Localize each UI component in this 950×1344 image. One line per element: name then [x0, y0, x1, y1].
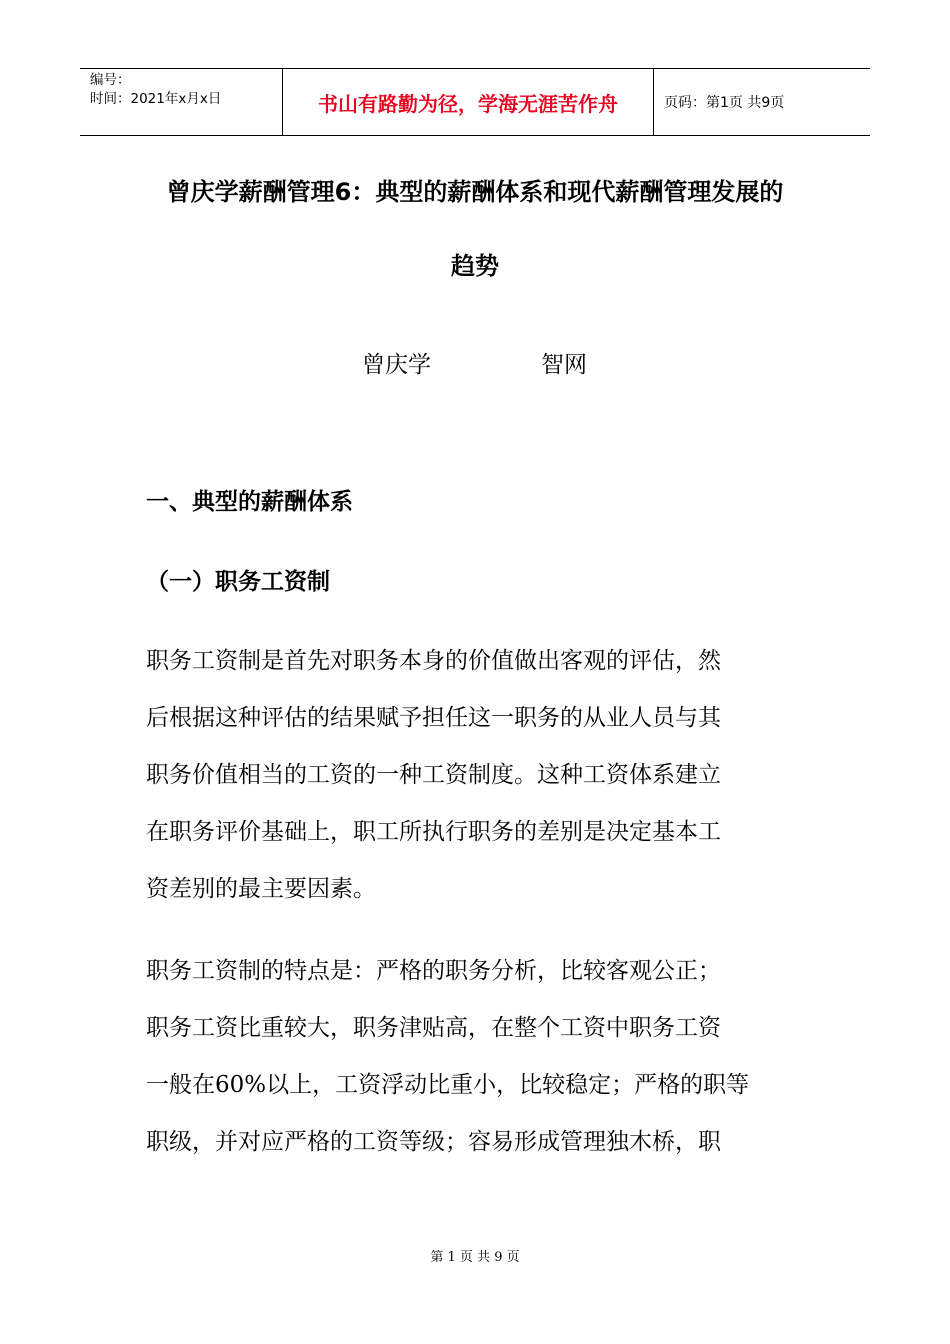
- time-label: 时间：2021年x月x日: [90, 91, 222, 107]
- paragraph-line: 职务工资制是首先对职务本身的价值做出客观的评估，然: [146, 648, 721, 674]
- header-motto: 书山有路勤为径，学海无涯苦作舟: [282, 69, 654, 135]
- author-org: 智网: [541, 352, 587, 378]
- paragraph-line: 后根据这种评估的结果赋予担任这一职务的从业人员与其: [146, 705, 721, 731]
- header-meta: [80, 69, 282, 135]
- title-line-1: 曾庆学薪酬管理6：典型的薪酬体系和现代薪酬管理发展的: [166, 178, 784, 206]
- section-heading: 一、典型的薪酬体系: [146, 489, 353, 515]
- paragraph-1: [146, 633, 826, 918]
- paragraph-line: 职务工资制的特点是：严格的职务分析，比较客观公正；: [146, 958, 721, 984]
- document-header: [80, 68, 870, 136]
- paragraph-line: 职务工资比重较大，职务津贴高，在整个工资中职务工资: [146, 1015, 721, 1041]
- paragraph-line: 资差别的最主要因素。: [146, 876, 376, 902]
- author-name: 曾庆学: [362, 352, 431, 378]
- paragraph-2: [146, 943, 826, 1171]
- title-line-2: 趋势: [451, 252, 499, 280]
- authors: [0, 346, 950, 386]
- document-title: [120, 155, 830, 303]
- paragraph-line: 职务价值相当的工资的一种工资制度。这种工资体系建立: [146, 762, 721, 788]
- page-footer: 第 1 页 共 9 页: [430, 1250, 520, 1265]
- paragraph-line: 在职务评价基础上，职工所执行职务的差别是决定基本工: [146, 819, 721, 845]
- header-page-info: 页码：第1页 共9页: [664, 95, 785, 111]
- paragraph-line: 职级，并对应严格的工资等级；容易形成管理独木桥，职: [146, 1129, 721, 1155]
- subsection-heading: （一）职务工资制: [146, 569, 330, 595]
- number-label: 编号：: [90, 72, 131, 88]
- paragraph-line: 一般在60%以上，工资浮动比重小，比较稳定；严格的职等: [146, 1072, 750, 1098]
